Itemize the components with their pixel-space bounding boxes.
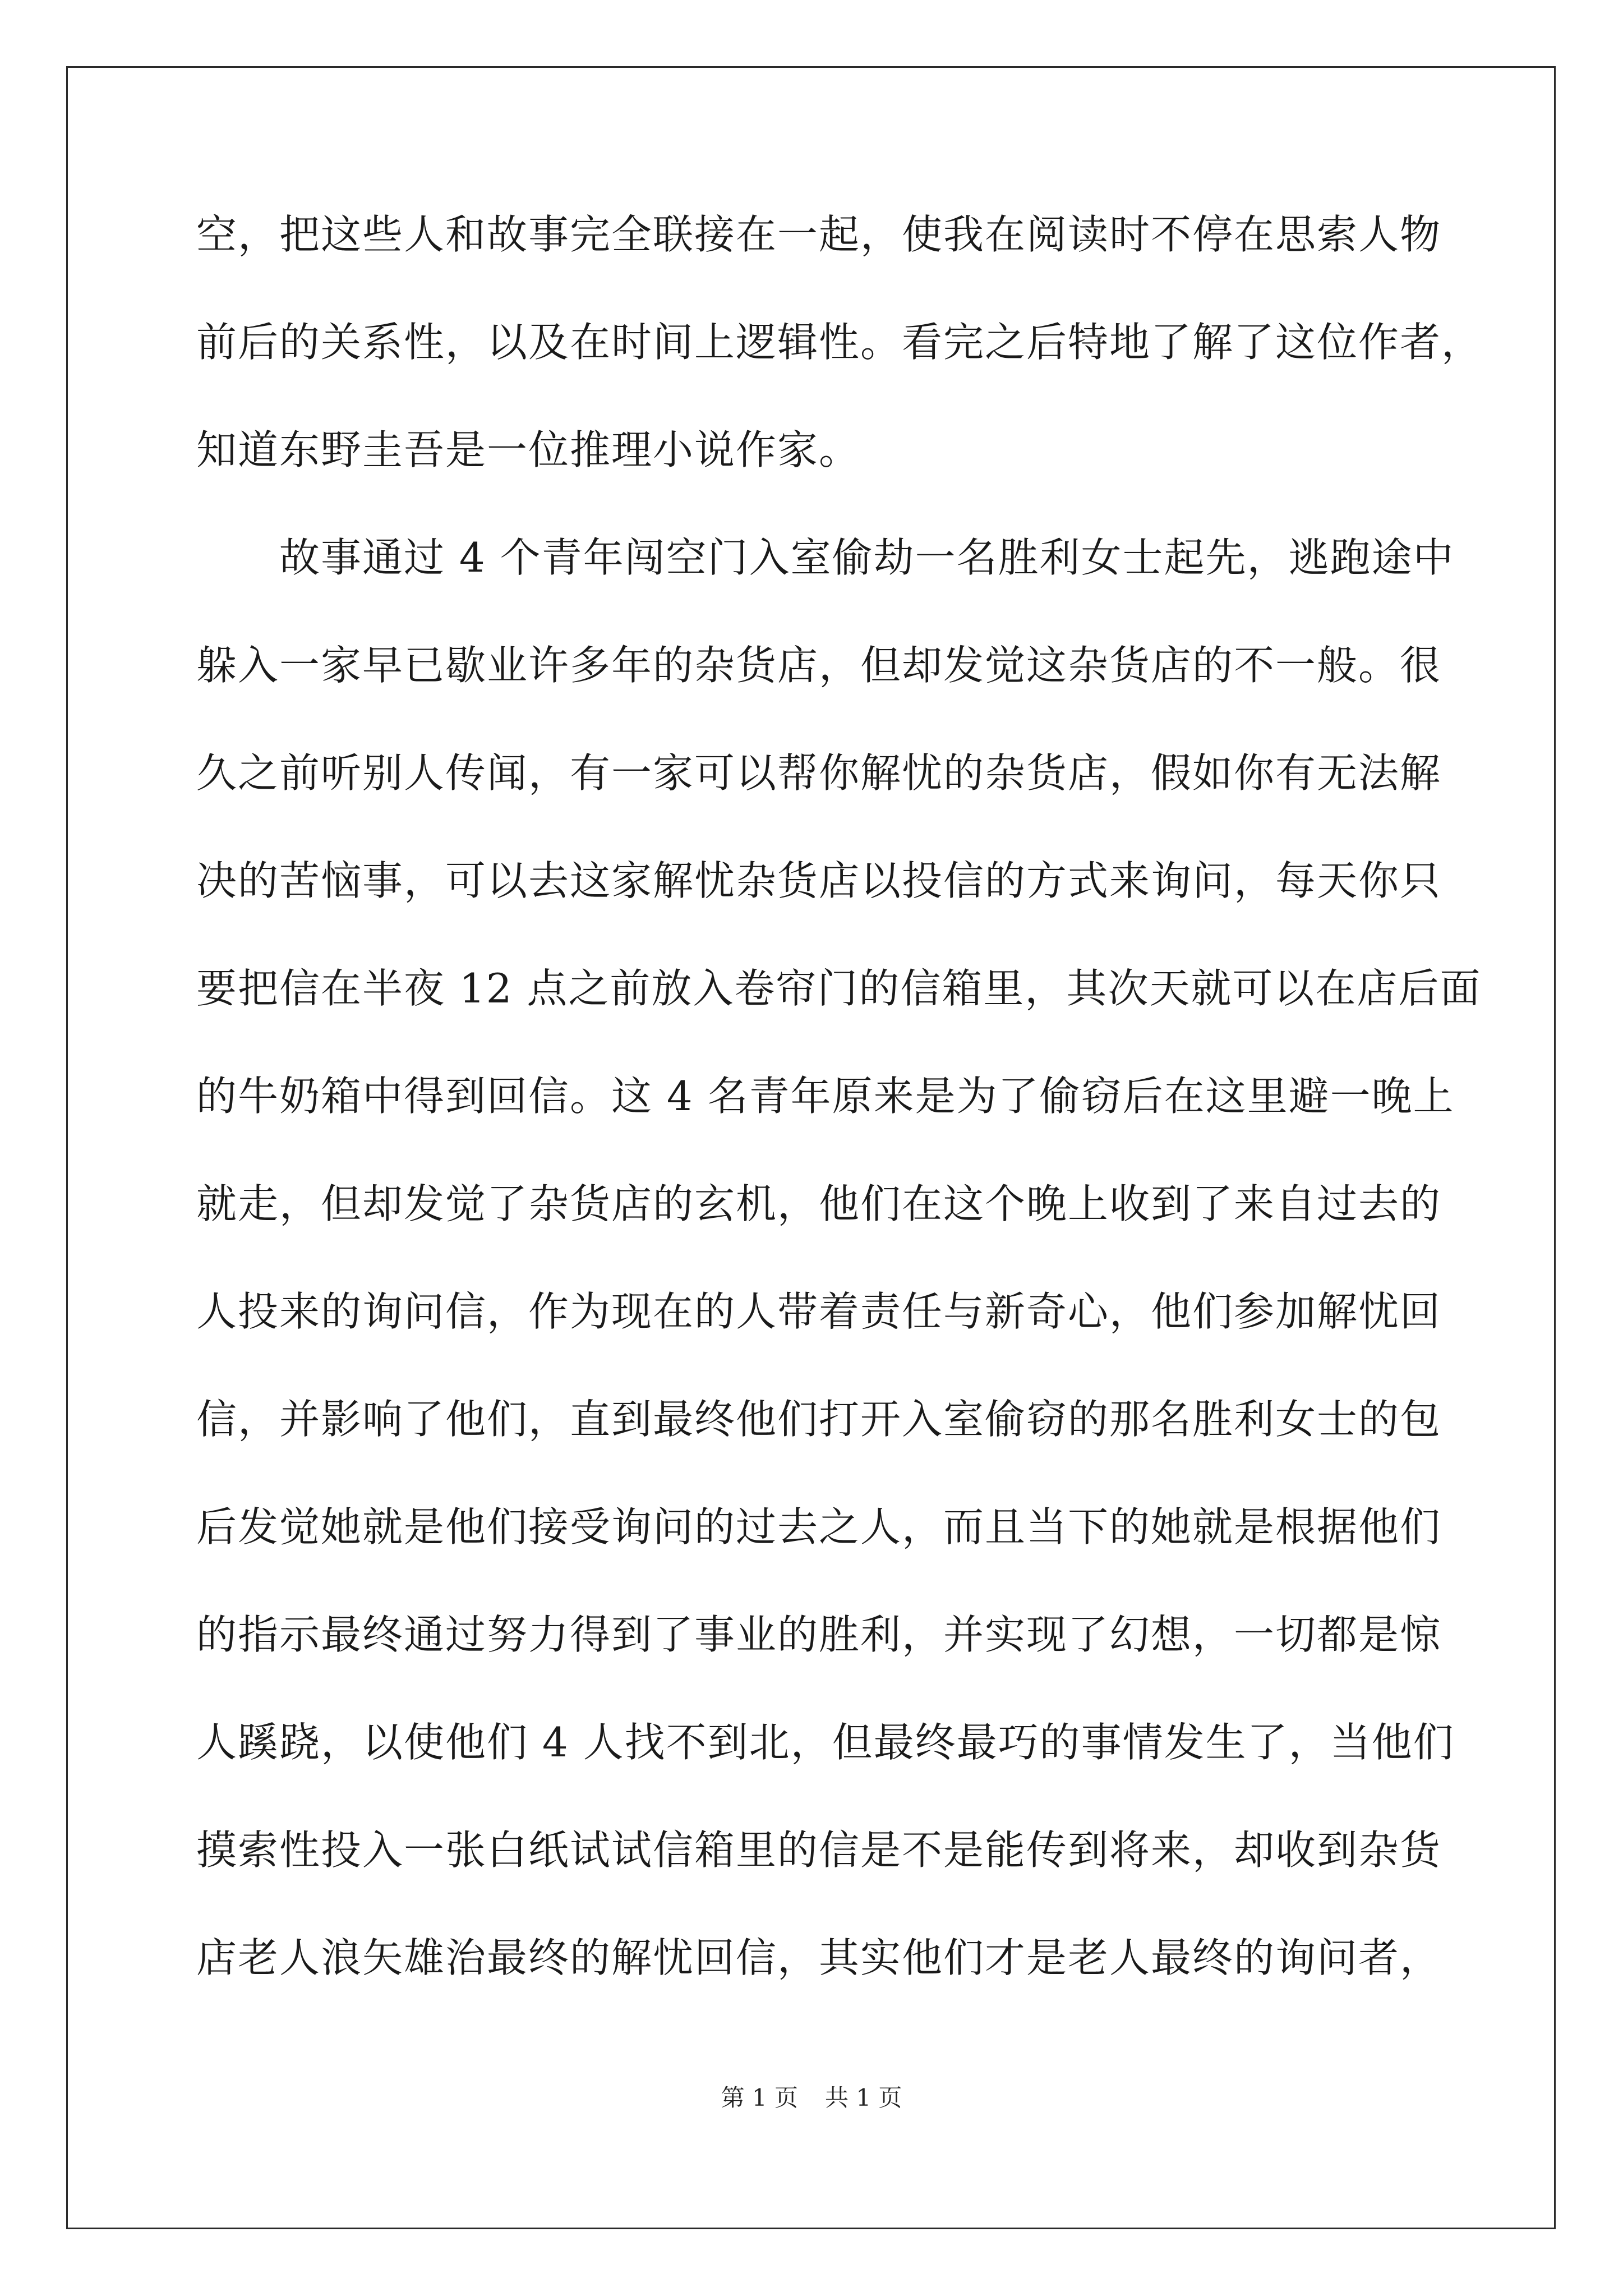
document-body [196,208,1483,2039]
text-line: 人投来的询问信，作为现在的人带着责任与新奇心，他们参加解忧回 [196,1288,1442,1335]
text-line: 就走，但却发觉了杂货店的玄机，他们在这个晚上收到了来自过去的 [196,1180,1442,1227]
text-line: 前后的关系性，以及在时间上逻辑性。看完之后特地了解了这位作者， [196,319,1483,366]
page-footer [0,2082,1623,2114]
text-line: 摸索性投入一张白纸试试信箱里的信是不是能传到将来，却收到杂货 [196,1826,1442,1874]
text-line: 决的苦恼事，可以去这家解忧杂货店以投信的方式来询问，每天你只 [196,857,1442,904]
text-line: 知道东野圭吾是一位推理小说作家。 [196,426,861,473]
text-line: 躲入一家早已歇业许多年的杂货店，但却发觉这杂货店的不一般。很 [196,642,1442,689]
text-line: 要把信在半夜 12 点之前放入卷帘门的信箱里，其次天就可以在店后面 [196,965,1482,1012]
text-line: 人蹊跷，以使他们 4 人找不到北，但最终最巧的事情发生了，当他们 [196,1719,1455,1766]
page-number: 第 1 页 [721,2084,798,2111]
text-line: 后发觉她就是他们接受询问的过去之人，而且当下的她就是根据他们 [196,1503,1442,1550]
text-line: 久之前听别人传闻，有一家可以帮你解忧的杂货店，假如你有无法解 [196,749,1442,797]
text-line: 故事通过 4 个青年闯空门入室偷劫一名胜利女士起先，逃跑途中 [196,534,1455,581]
text-line: 信，并影响了他们，直到最终他们打开入室偷窃的那名胜利女士的包 [196,1396,1442,1443]
text-line: 的牛奶箱中得到回信。这 4 名青年原来是为了偷窃后在这里避一晚上 [196,1073,1455,1120]
text-line: 空，把这些人和故事完全联接在一起，使我在阅读时不停在思索人物 [196,211,1442,258]
page-total: 共 1 页 [825,2084,902,2111]
text-line: 的指示最终通过努力得到了事业的胜利，并实现了幻想，一切都是惊 [196,1611,1442,1658]
text-line: 店老人浪矢雄治最终的解忧回信，其实他们才是老人最终的询问者， [196,1934,1442,1981]
